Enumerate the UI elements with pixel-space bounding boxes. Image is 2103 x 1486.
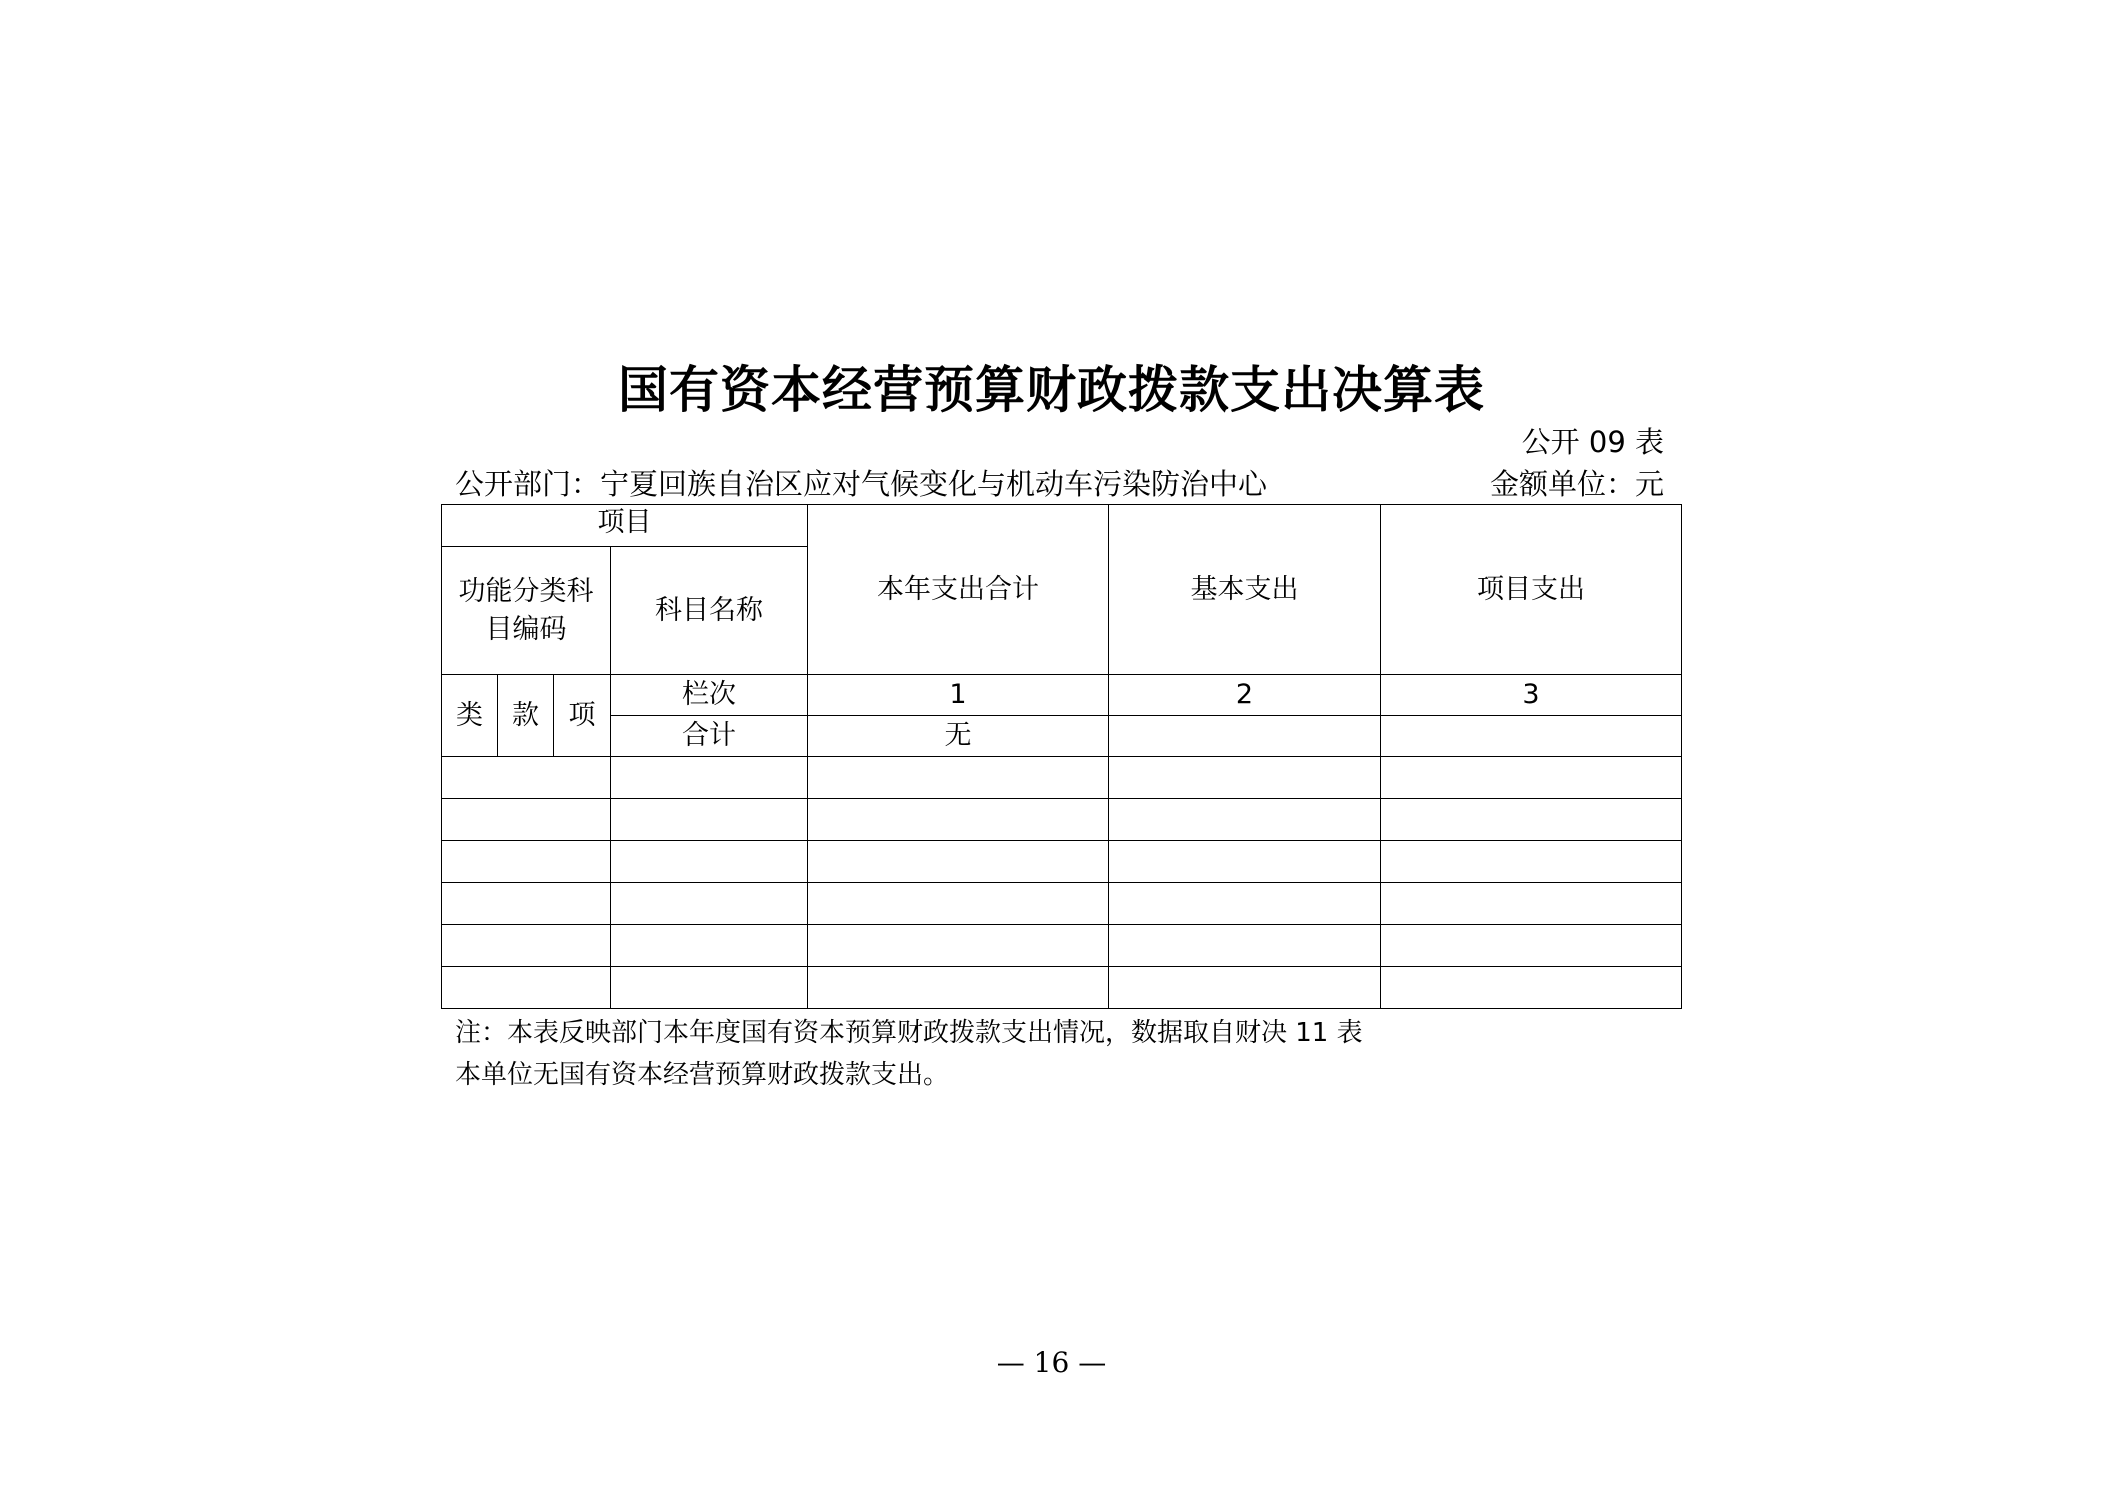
sum-project-expense (1381, 716, 1682, 757)
table-row (442, 967, 1682, 1009)
sum-label: 合计 (611, 716, 808, 757)
department-label: 公开部门：宁夏回族自治区应对气候变化与机动车污染防治中心 (455, 467, 1268, 501)
sum-total: 无 (808, 716, 1109, 757)
header-project-expense: 项目支出 (1381, 505, 1682, 675)
note-line: 本单位无国有资本经营预算财政拨款支出。 (455, 1060, 950, 1090)
header-basic: 基本支出 (1109, 505, 1381, 675)
column-number-1: 1 (808, 675, 1109, 716)
table-row (442, 757, 1682, 799)
page-number: — 16 — (996, 1346, 1107, 1379)
table-row (442, 841, 1682, 883)
note-line: 注：本表反映部门本年度国有资本预算财政拨款支出情况，数据取自财决 11 表 (455, 1018, 1363, 1048)
amount-unit-label: 金额单位：元 (1489, 467, 1664, 501)
sum-basic (1109, 716, 1381, 757)
header-kuan: 款 (498, 675, 554, 757)
table-number: 公开 09 表 (1521, 425, 1664, 459)
header-column-no: 栏次 (611, 675, 808, 716)
header-function-code: 功能分类科目编码 (442, 547, 611, 675)
page-title: 国有资本经营预算财政拨款支出决算表 (618, 360, 1485, 419)
column-number-3: 3 (1381, 675, 1682, 716)
header-lei: 类 (442, 675, 498, 757)
table-row (442, 883, 1682, 925)
column-number-2: 2 (1109, 675, 1381, 716)
table-row (442, 799, 1682, 841)
header-xiang: 项 (554, 675, 611, 757)
header-subject-name: 科目名称 (611, 547, 808, 675)
table-row (442, 925, 1682, 967)
header-total: 本年支出合计 (808, 505, 1109, 675)
expenditure-table (441, 504, 1682, 1009)
header-project: 项目 (442, 505, 808, 547)
